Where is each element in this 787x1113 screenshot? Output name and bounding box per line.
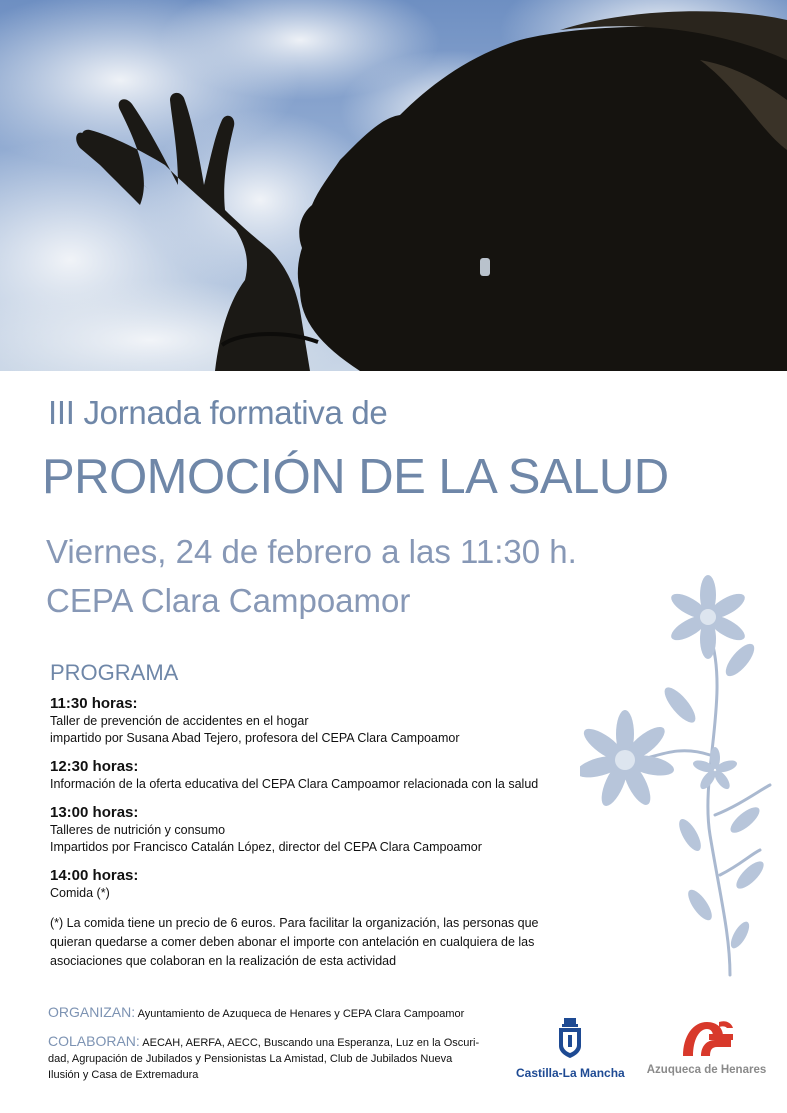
- slot-time: 12:30 horas:: [50, 758, 139, 775]
- azuqueca-emblem-icon: [679, 1016, 735, 1058]
- heading-title: PROMOCIÓN DE LA SALUD: [42, 450, 669, 504]
- slot-description: Comida (*): [50, 886, 110, 900]
- program-slot-1230: [50, 757, 610, 793]
- slot-description: Talleres de nutrición y consumo: [50, 823, 226, 837]
- collaborators-label: COLABORAN:: [48, 1033, 140, 1049]
- slot-description: Taller de prevención de accidentes en el hogar: [50, 714, 309, 728]
- castilla-la-mancha-logo: [516, 1018, 624, 1080]
- note-line: asociaciones que colaboran en la realización de esta actividad: [50, 954, 397, 968]
- program-schedule: [50, 694, 610, 912]
- organizers-label: ORGANIZAN:: [48, 1004, 136, 1020]
- slot-description: Información de la oferta educativa del CEPA Clara Campoamor relacionada con la salud: [50, 777, 539, 791]
- collaborators: [48, 1033, 518, 1083]
- slot-time: 14:00 horas:: [50, 867, 139, 884]
- azuqueca-logo: [634, 1016, 779, 1076]
- program-slot-1130: [50, 694, 610, 747]
- slot-time: 13:00 horas:: [50, 804, 139, 821]
- slot-description: impartido por Susana Abad Tejero, profesora del CEPA Clara Campoamor: [50, 731, 460, 745]
- castilla-la-mancha-name: Castilla-La Mancha: [516, 1066, 625, 1080]
- program-slot-1300: [50, 803, 610, 856]
- collaborators-line: dad, Agrupación de Jubilados y Pensionistas La Amistad, Club de Jubilados Nueva: [48, 1053, 453, 1065]
- event-venue: CEPA Clara Campoamor: [46, 582, 411, 619]
- collaborators-line: Ilusión y Casa de Extremadura: [48, 1069, 199, 1081]
- program-title: PROGRAMA: [50, 660, 179, 685]
- slot-time: 11:30 horas:: [50, 695, 138, 712]
- note-line: quieran quedarse a comer deben abonar el importe con antelación en cualquiera de las: [50, 935, 535, 949]
- slot-description: Impartidos por Francisco Catalán López, director del CEPA Clara Campoamor: [50, 840, 482, 854]
- heading-subtitle: III Jornada formativa de: [48, 394, 388, 431]
- organizers: [48, 1004, 518, 1020]
- event-date: Viernes, 24 de febrero a las 11:30 h.: [46, 533, 577, 570]
- collaborators-line: AECAH, AERFA, AECC, Buscando una Esperanza, Luz en la Oscuri-: [142, 1037, 480, 1049]
- coat-of-arms-icon: [557, 1018, 583, 1058]
- organizers-text: Ayuntamiento de Azuqueca de Henares y CEPA Clara Campoamor: [137, 1008, 465, 1020]
- program-slot-1400: [50, 866, 610, 902]
- azuqueca-name: Azuqueca de Henares: [646, 1064, 767, 1076]
- meal-note: [50, 914, 610, 971]
- note-line: (*) La comida tiene un precio de 6 euros. Para facilitar la organización, las personas que: [50, 916, 539, 930]
- flower-illustration: [580, 575, 780, 989]
- hero-photo: [0, 0, 787, 371]
